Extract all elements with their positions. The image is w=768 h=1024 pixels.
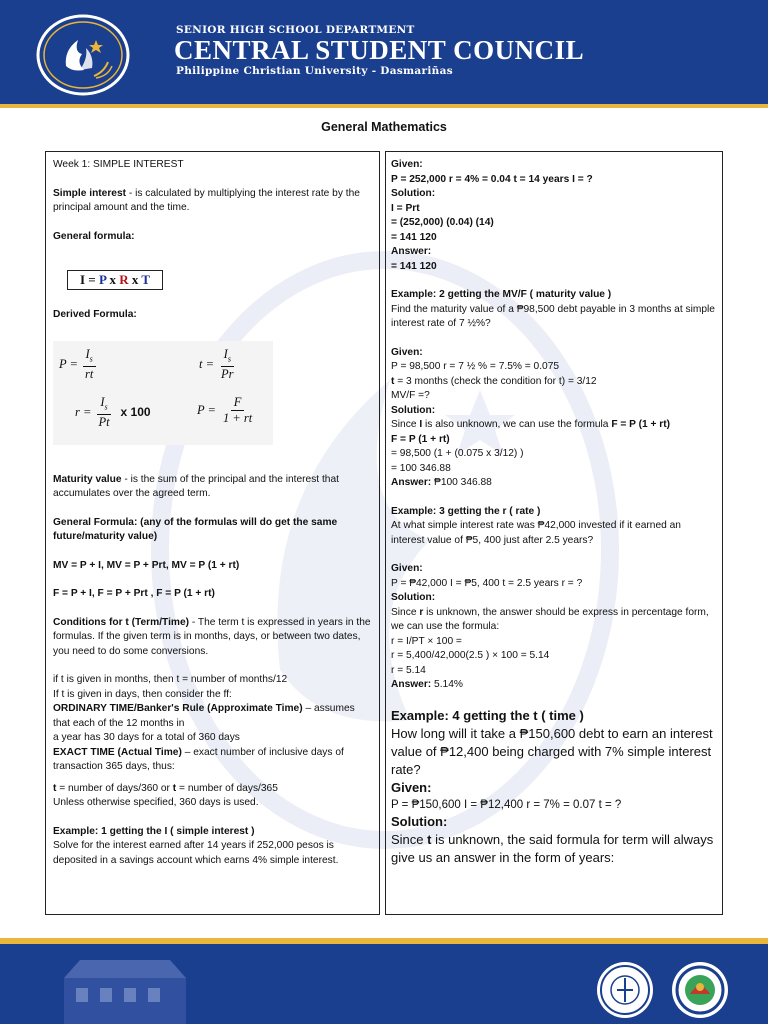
solution-3-step-a: r = I/PT × 100 = [391, 635, 462, 647]
simple-interest-definition: Simple interest - is calculated by multiplying the interest rate by the principal amount and the time. [53, 187, 360, 213]
right-content-box [385, 151, 723, 915]
general-formula-label: General formula: [53, 230, 135, 242]
mv-formulas: MV = P + I, MV = P + Prt, MV = P (1 + rt) [53, 559, 240, 571]
solution-2-step-b: = 98,500 (1 + (0.075 x 3/12) ) [391, 448, 524, 459]
answer-2: Answer: ₱100 346.88 [391, 477, 492, 488]
answer-3: Answer: 5.14% [391, 679, 463, 690]
given-2-c: MV/F =? [391, 390, 430, 401]
solution-4-label: Solution: [391, 813, 448, 829]
left-content-box [45, 151, 380, 915]
solution-2-step-a: F = P (1 + rt) [391, 433, 450, 445]
department-label: SENIOR HIGH SCHOOL DEPARTMENT [176, 24, 415, 36]
example-1-title: Example: 1 getting the I ( simple interest ) [53, 825, 255, 837]
maturity-value-definition: Maturity value - is the sum of the principal and the interest that accumulates over the agreed term. [53, 473, 339, 499]
general-formula-note: General Formula: (any of the formulas will do get the same future/maturity value) [53, 516, 338, 542]
example-4-title: Example: 4 getting the t ( time ) [391, 707, 584, 723]
solution-4-intro: Since t is unknown, the said formula for term will always give us an answer in the form of years: [391, 831, 714, 865]
given-2-b: t = 3 months (check the condition for t) = 3/12 [391, 375, 597, 387]
days-rule: If t is given in days, then consider the ff: [53, 688, 232, 700]
council-seal-logo [36, 14, 130, 96]
t-rule: t = number of days/360 or t = number of days/365 [53, 782, 278, 794]
solution-1-step-a: I = Prt [391, 202, 420, 214]
given-1: P = 252,000 r = 4% = 0.04 t = 14 years I = ? [391, 173, 593, 185]
school-building-image [60, 948, 190, 1024]
page-title: General Mathematics [321, 120, 447, 134]
given-2-label: Given: [391, 346, 423, 358]
unless-note: Unless otherwise specified, 360 days is used. [53, 797, 259, 808]
f-formulas: F = P + I, F = P + Prt , F = P (1 + rt) [53, 588, 215, 599]
example-2-text: Find the maturity value of a ₱98,500 debt payable in 3 months at simple interest rate of 7 ½%? [391, 303, 715, 329]
example-4-text: How long will it take a ₱150,600 debt to earn an interest value of ₱12,400 being charged with 7% simple interest rate? [391, 725, 713, 777]
department-seal-logo [670, 960, 730, 1020]
solution-2-intro: Since I is also unknown, we can use the formula F = P (1 + rt) [391, 419, 671, 430]
months-rule: if t is given in months, then t = number of months/12 [53, 674, 288, 685]
answer-1: = 141 120 [391, 260, 437, 272]
ordinary-time-detail: a year has 30 days for a total of 360 days [53, 732, 240, 743]
example-2-title: Example: 2 getting the MV/F ( maturity value ) [391, 289, 612, 300]
university-label: Philippine Christian University - Dasmariñas [176, 65, 453, 77]
university-seal-logo [595, 960, 655, 1020]
simple-interest-formula: I = P x R x T [67, 270, 163, 290]
given-1-label: Given: [391, 159, 423, 170]
solution-1-step-b: = (252,000) (0.04) (14) [391, 217, 494, 228]
solution-3-step-b: r = 5,400/42,000(2.5 ) × 100 = 5.14 [391, 650, 550, 661]
given-4: P = ₱150,600 I = ₱12,400 r = 7% = 0.07 t = ? [391, 798, 622, 811]
conditions-for-t: Conditions for t (Term/Time) - The term t is expressed in years in the formulas. If the given term is in months, days, or between two dates, you need to do some conversions. [53, 616, 371, 657]
solution-1-step-c: = 141 120 [391, 231, 437, 243]
solution-3-step-c: r = 5.14 [391, 664, 426, 676]
solution-2-step-c: = 100 346.88 [391, 462, 451, 474]
derived-formulas: P = $\frac{I_s}{rt}$ t = $\frac{I_s}{Pr}$ r = $\frac{I_s}{Pt}$ x 100 P = $\frac{F}{1 + rt}$ [53, 341, 273, 445]
derived-formula-label: Derived Formula: [53, 309, 137, 320]
ordinary-time: ORDINARY TIME/Banker's Rule (Approximate Time) – assumes that each of the 12 months in [53, 703, 355, 729]
example-3-text: At what simple interest rate was ₱42,000 invested if it earned an interest value of ₱5, 400 just after 2.5 years? [391, 520, 681, 546]
example-1-text: Solve for the interest earned after 14 years if 252,000 pesos is deposited in a savings account which earns 4% simple interest. [53, 840, 339, 866]
given-4-label: Given: [391, 779, 432, 795]
header-gold-stripe [0, 104, 768, 108]
solution-3-intro: Since r is unknown, the answer should be express in percentage form, we can use the formula: [391, 606, 709, 632]
example-3-title: Example: 3 getting the r ( rate ) [391, 505, 541, 517]
given-2-a: P = 98,500 r = 7 ½ % = 7.5% = 0.075 [391, 361, 560, 372]
answer-1-label: Answer: [391, 246, 432, 257]
solution-2-label: Solution: [391, 404, 436, 416]
given-3: P = ₱42,000 I = ₱5, 400 t = 2.5 years r = ? [391, 577, 583, 589]
exact-time: EXACT TIME (Actual Time) – exact number of inclusive days of transaction 365 days, thus: [53, 746, 344, 772]
given-3-label: Given: [391, 563, 423, 574]
solution-3-label: Solution: [391, 592, 436, 603]
week-heading: Week 1: SIMPLE INTEREST [53, 159, 184, 170]
council-title: CENTRAL STUDENT COUNCIL [174, 35, 585, 65]
solution-1-label: Solution: [391, 188, 436, 199]
